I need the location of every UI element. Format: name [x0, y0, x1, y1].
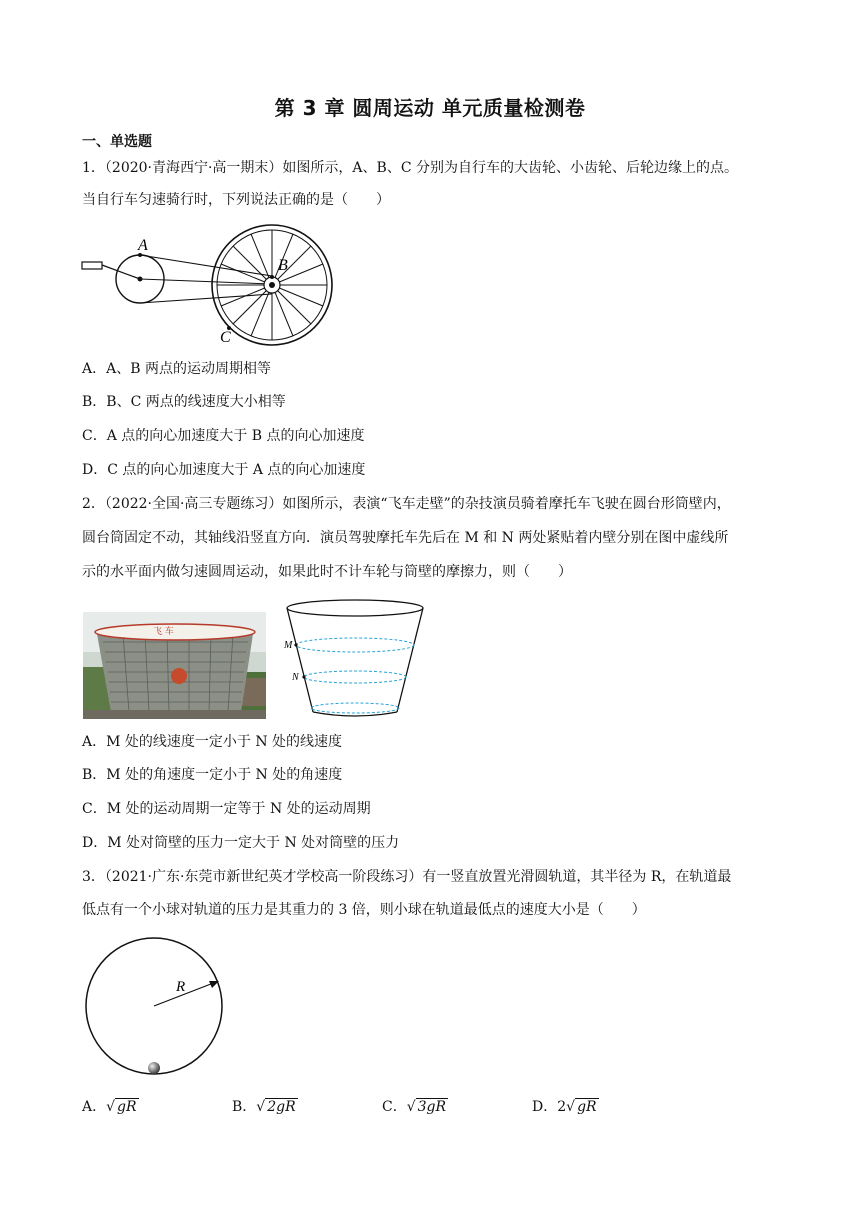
q1-option-b: B．B、C 两点的线速度大小相等	[82, 394, 286, 410]
truncated-cone-figure	[280, 598, 430, 722]
q2-stem-line1: 2．（2022·全国·高三专题练习）如图所示，表演“飞车走壁”的杂技演员骑着摩托车飞驶在圆台形筒壁内，	[82, 496, 731, 512]
bicycle-gear-figure	[80, 218, 360, 346]
q1-option-d: D．C 点的向心加速度大于 A 点的向心加速度	[82, 462, 366, 478]
q2-option-d: D．M 处对筒壁的压力一定大于 N 处对筒壁的压力	[82, 835, 400, 851]
q3-option-a: A．√ gR	[82, 1099, 137, 1115]
q2-option-c: C．M 处的运动周期一定等于 N 处的运动周期	[82, 801, 371, 817]
q2-stem-line2: 圆台筒固定不动，其轴线沿竖直方向．演员驾驶摩托车先后在 M 和 N 两处紧贴着内壁分别在图中虚线所	[82, 530, 729, 546]
page-title: 第 3 章 圆周运动 单元质量检测卷	[274, 96, 586, 120]
q1-option-a: A．A、B 两点的运动周期相等	[82, 361, 271, 377]
label-c: C	[220, 329, 231, 346]
q2-option-b: B．M 处的角速度一定小于 N 处的角速度	[82, 767, 343, 783]
q1-stem-line2: 当自行车匀速骑行时，下列说法正确的是（ ）	[82, 192, 390, 208]
q1-option-c: C．A 点的向心加速度大于 B 点的向心加速度	[82, 428, 365, 444]
label-n: N	[292, 672, 299, 683]
ball	[148, 1062, 160, 1074]
pedal	[82, 262, 102, 269]
q3-option-c: C．√ 3gR	[382, 1099, 447, 1115]
q3-option-b: B．√ 2gR	[232, 1099, 296, 1115]
q3-stem-line2: 低点有一个小球对轨道的压力是其重力的 3 倍，则小球在轨道最低点的速度大小是（ ）	[82, 902, 646, 918]
label-r: R	[176, 979, 186, 995]
q1-stem-line1: 1．（2020·青海西宁·高一期末）如图所示，A、B、C 分别为自行车的大齿轮、小齿轮、后轮边缘上的点。	[82, 160, 738, 176]
q3-stem-line1: 3．（2021·广东·东莞市新世纪英才学校高一阶段练习）有一竖直放置光滑圆轨道，其半径为 R，在轨道最	[82, 869, 732, 885]
q2-option-a: A．M 处的线速度一定小于 N 处的线速度	[82, 734, 343, 750]
label-b: B	[278, 257, 288, 274]
section-heading: 一、单选题	[82, 134, 152, 150]
stunt-cage-photo	[83, 612, 266, 719]
circular-track-figure	[80, 936, 228, 1084]
q3-option-d: D．2√ gR	[532, 1099, 597, 1115]
label-a: A	[138, 237, 148, 254]
photo-sign-text: 飞 车	[153, 627, 174, 637]
q2-stem-line3: 示的水平面内做匀速圆周运动，如果此时不计车轮与筒壁的摩擦力，则（ ）	[82, 564, 572, 580]
label-m: M	[284, 640, 293, 651]
